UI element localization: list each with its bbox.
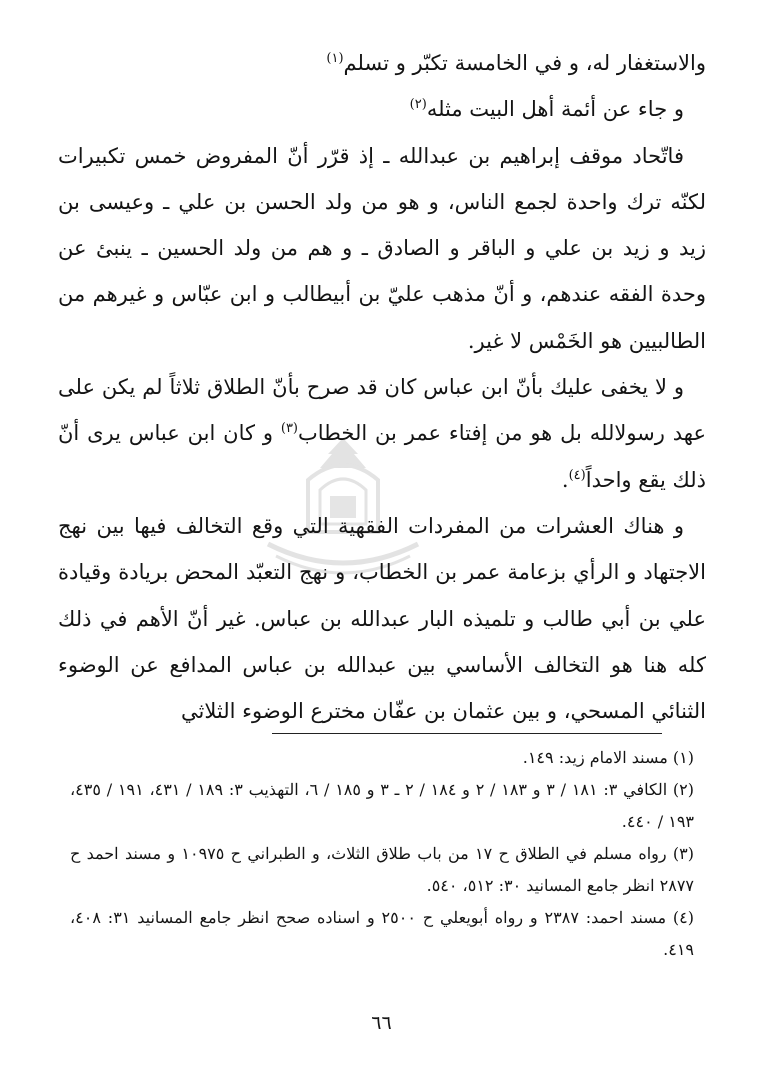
paragraph-3: [58, 133, 706, 364]
footnote-1: (١) مسند الامام زيد: ١٤٩.: [522, 748, 694, 767]
footnote-3: (٣) رواه مسلم في الطلاق ح ١٧ من باب طلاق الثلاث، و الطبراني ح ١٠٩٧٥ و مسند احمد ح ٢٨٧٧ انظر جامع المسانيد ٣٠: ٥١٢، ٥٤٠.: [70, 844, 695, 895]
footnote-divider: [272, 733, 662, 734]
page-number: ٦٦: [371, 1012, 392, 1034]
footnote-ref-1: (١): [326, 51, 344, 66]
footnote-ref-2: (٢): [409, 97, 427, 113]
paragraph-1-text: والاستغفار له، و في الخامسة تكبّر و تسلم: [343, 51, 706, 75]
paragraph-4-text-a: و لا يخفى عليك بأنّ ابن عباس كان قد صرح بأنّ الطلاق ثلاثاً لم يكن على عهد رسولالله بل هو من إفتاء عمر بن الخطاب: [58, 375, 707, 446]
main-text: [58, 40, 706, 734]
paragraph-1: [58, 40, 706, 86]
footnote-ref-3: (٣): [280, 421, 298, 437]
paragraph-5: [58, 503, 706, 734]
paragraph-4-text-b: و كان ابن عباس يرى أنّ ذلك يقع واحداً: [58, 421, 706, 492]
footnotes: [70, 742, 694, 966]
paragraph-5-text: و هناك العشرات من المفردات الفقهية التي وقع التخالف فيها بين نهج الاجتهاد و الرأي بزعامة عمر بن الخطاب، و نهج التعبّد المحض بريادة وقيادة علي بن أبي طالب و تلميذه البار عبدالله بن عباس. غير أنّ الأهم في ذلك كله هنا هو التخالف الأساسي بين عبدالله بن عباس المدافع عن الوضوء الثنائي المسحي، و بين عثمان بن عفّان مخترع الوضوء الثلاثي: [58, 513, 706, 724]
paragraph-2-text: و جاء عن أئمة أهل البيت مثله: [426, 97, 684, 122]
footnote-2: (٢) الكافي ٣: ١٨١ / ٣ و ١٨٣ / ٢ و ١٨٤ / ٢ ـ ٣ و ١٨٥ / ٦، التهذيب ٣: ١٨٩ / ٤٣١، ١٩١ / ٤٣٥، ١٩٣ / ٤٤٠.: [70, 780, 695, 831]
paragraph-3-text: فاتّحاد موقف إبراهيم بن عبدالله ـ إذ قرّر أنّ المفروض خمس تكبيرات لكنّه ترك واحدة لجمع الناس، و هو من ولد الحسن بن علي ـ وعيسى بن زيد و زيد بن علي و الباقر و الصادق ـ و هم من ولد الحسين ـ ينبئ عن وحدة الفقه عندهم، و أنّ مذهب عليّ بن أبيطالب و ابن عبّاس و غيرهم من الطالبيين هو الخَمْس لا غير.: [58, 143, 706, 353]
paragraph-2: [58, 86, 706, 132]
footnote-ref-4: (٤): [568, 467, 586, 483]
footnote-4: (٤) مسند احمد: ٢٣٨٧ و رواه أبويعلي ح ٢٥٠٠ و اسناده صحح انظر جامع المسانيد ٣١: ٤٠٨، ٤١٩.: [70, 908, 695, 959]
paragraph-4-text-c: .: [561, 467, 569, 492]
paragraph-4: [58, 364, 706, 503]
